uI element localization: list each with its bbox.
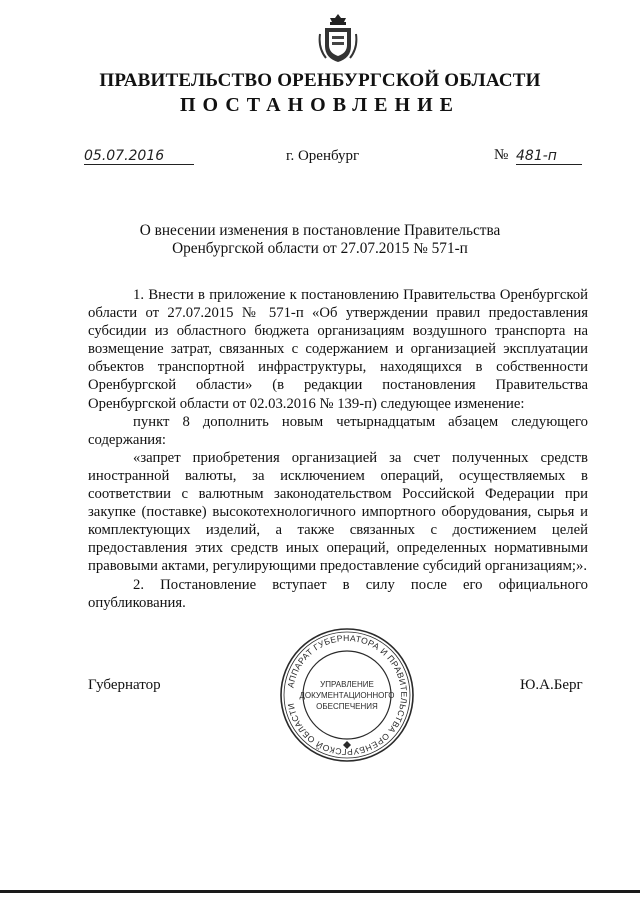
stamp-center-line-3: ОБЕСПЕЧЕНИЯ xyxy=(316,702,378,711)
document-number-label: № xyxy=(494,147,509,163)
stamp-center-line-2: ДОКУМЕНТАЦИОННОГО xyxy=(299,691,395,700)
subject-line-2: Оренбургской области от 27.07.2015 № 571-п xyxy=(172,240,468,257)
document-city: г. Оренбург xyxy=(286,148,360,164)
signatory-position: Губернатор xyxy=(88,677,161,693)
document-body xyxy=(88,286,588,612)
document-type-title: ПОСТАНОВЛЕНИЕ xyxy=(180,94,460,116)
organization-title: ПРАВИТЕЛЬСТВО ОРЕНБУРГСКОЙ ОБЛАСТИ xyxy=(99,70,541,91)
bottom-divider xyxy=(0,890,640,893)
stamp-center-line-1: УПРАВЛЕНИЕ xyxy=(320,680,374,689)
official-stamp xyxy=(277,625,417,765)
document-date: 05.07.2016 xyxy=(84,148,194,165)
signatory-name: Ю.А.Берг xyxy=(520,677,583,693)
coat-of-arms-icon xyxy=(317,12,359,64)
document-number: 481-п xyxy=(516,148,582,165)
paragraph-3: «запрет приобретения организацией за счет полученных средств иностранной валюты, за исключением операций, осуществляемых в соответствии с валютным законодательством Российской Федерации при закупке (поставке) высокотехнологичного импортного оборудования, сырья и комплектующих изделий, а также связанных с достижением целей предоставления этих средств иных операций, определенных нормативными правовыми актами, регулирующими предоставление субсидий организациям;». xyxy=(88,449,588,575)
document-subject xyxy=(100,222,540,258)
paragraph-1: 1. Внести в приложение к постановлению Правительства Оренбургской области от 27.07.2015 № 571-п «Об утверждении правил предоставления субсидии из областного бюджета организациям воздушного транспорта на возмещение затрат, связанных с содержанием и организацией эксплуатации объектов транспортной инфраструктуры, находящихся в собственности Оренбургской области» (в редакции постановления Правительства Оренбургской области от 02.03.2016 № 139-п) следующее изменение: xyxy=(88,287,588,412)
paragraph-2: пункт 8 дополнить новым четырнадцатым абзацем следующего содержания: xyxy=(88,413,588,448)
paragraph-4: 2. Постановление вступает в силу после его официального опубликования. xyxy=(88,576,588,611)
stamp-ring-textpath: АППАРАТ ГУБЕРНАТОРА И ПРАВИТЕЛЬСТВА ОРЕНБУРГСКОЙ ОБЛАСТИ xyxy=(285,632,410,758)
subject-line-1: О внесении изменения в постановление Правительства xyxy=(139,222,501,239)
